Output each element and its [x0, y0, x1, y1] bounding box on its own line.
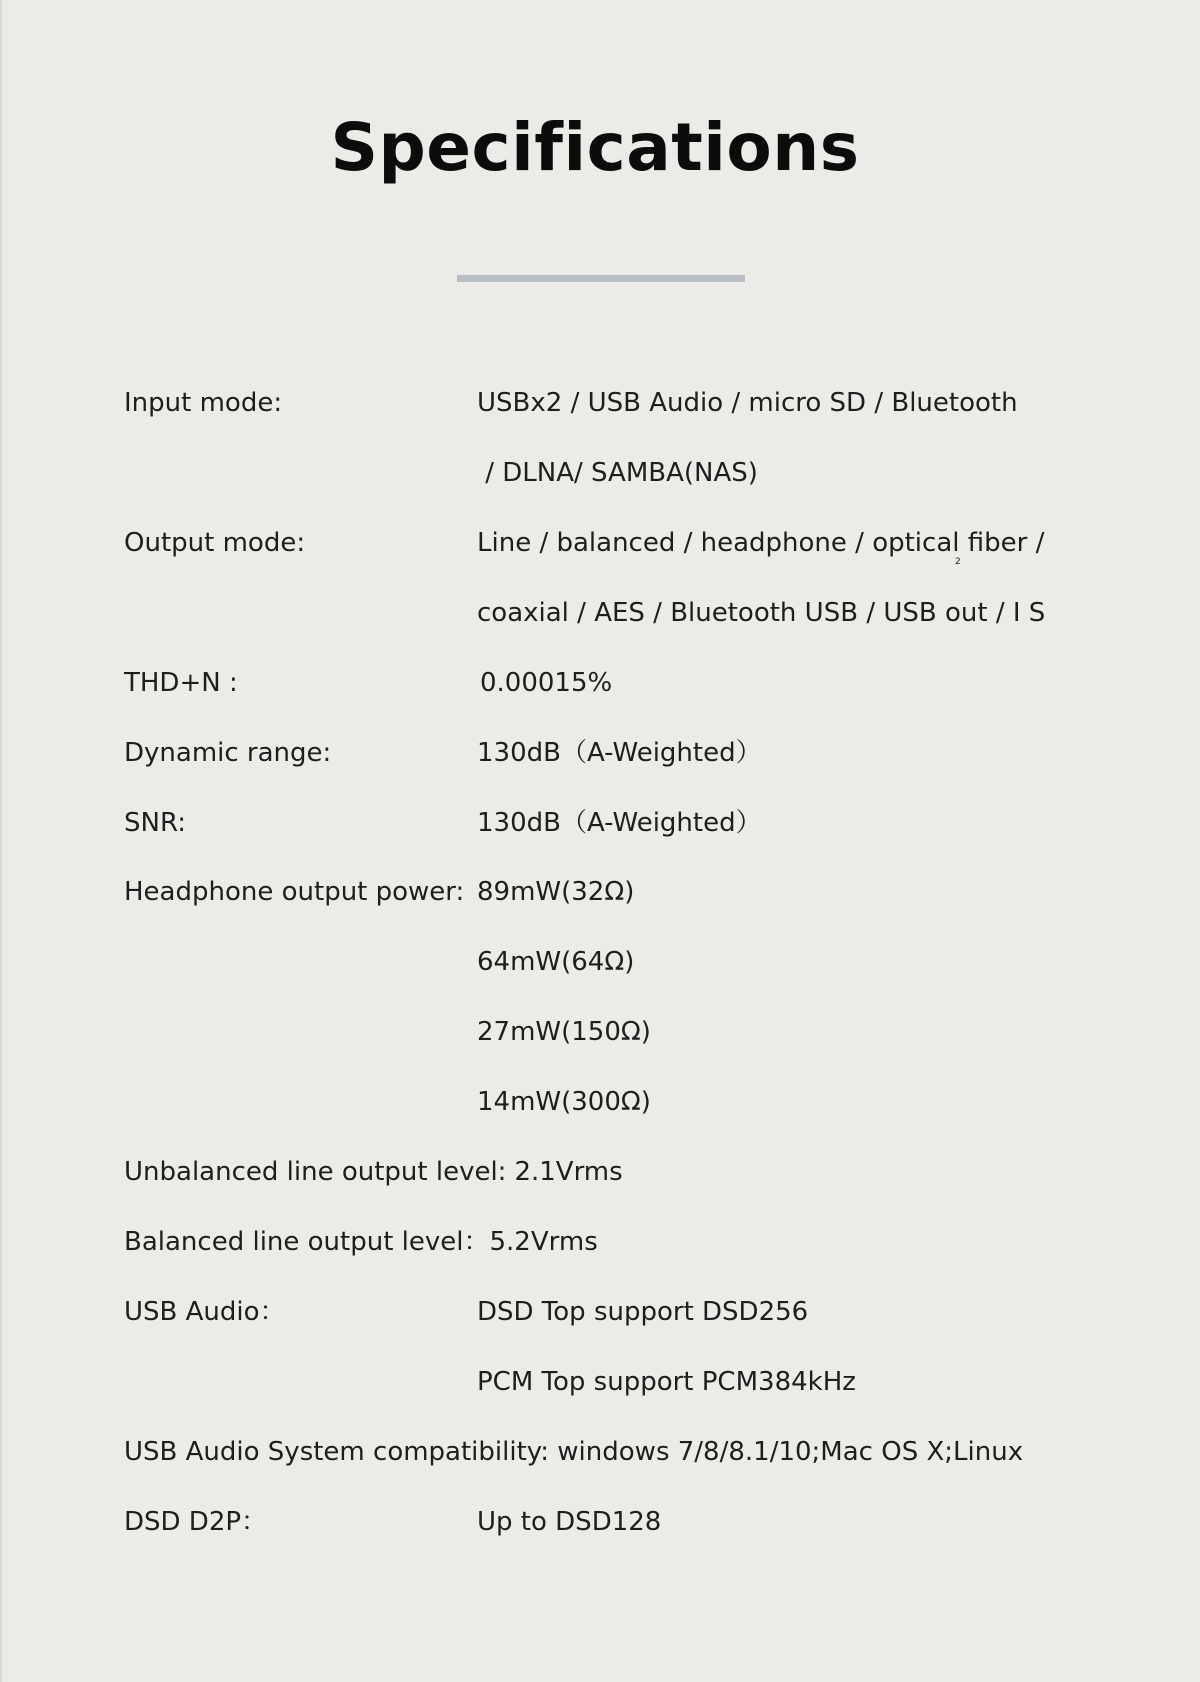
spec-row-usb-audio-cont — [0, 1362, 1200, 1402]
spec-row-headphone-power-300 — [0, 1082, 1200, 1122]
spec-label-text: Balanced line output level： — [124, 1227, 490, 1257]
spec-row-dsd-d2p — [0, 1502, 1200, 1542]
spec-value: Line / balanced / headphone / optical fiber / — [477, 528, 1045, 558]
spec-label: USB Audio： — [124, 1297, 286, 1327]
spec-value: 89mW(32Ω) — [477, 877, 635, 907]
spec-row-output-mode-cont — [0, 593, 1200, 633]
spec-label — [124, 1432, 1023, 1472]
spec-value: DSD Top support DSD256 — [477, 1297, 809, 1327]
spec-label-text: USB Audio System compatibility: — [124, 1437, 550, 1467]
spec-value: windows 7/8/8.1/10;Mac OS X;Linux — [549, 1437, 1024, 1467]
spec-label: Output mode: — [124, 528, 306, 558]
spec-value: PCM Top support PCM384kHz — [477, 1367, 856, 1397]
spec-value: coaxial / AES / Bluetooth USB / USB out / I S — [477, 598, 1046, 628]
spec-label — [124, 1222, 598, 1262]
spec-label: SNR: — [124, 808, 186, 838]
spec-row-headphone-power-150 — [0, 1012, 1200, 1052]
spec-row-unbalanced — [0, 1152, 1200, 1192]
spec-row-output-mode — [0, 523, 1200, 563]
spec-row-balanced — [0, 1222, 1200, 1262]
spec-label-text: Unbalanced line output level: — [124, 1157, 507, 1187]
spec-row-snr — [0, 803, 1200, 843]
title-divider — [457, 275, 745, 282]
spec-value: 64mW(64Ω) — [477, 947, 635, 977]
spec-label — [124, 1152, 623, 1192]
spec-label: Dynamic range: — [124, 738, 332, 768]
spec-value: / DLNA/ SAMBA(NAS) — [477, 458, 758, 488]
spec-row-input-mode-cont — [0, 453, 1200, 493]
spec-value: 130dB（A-Weighted） — [477, 808, 762, 838]
spec-label: THD+N : — [124, 668, 238, 698]
spec-value: Up to DSD128 — [477, 1507, 662, 1537]
spec-row-headphone-power-64 — [0, 942, 1200, 982]
spec-row-headphone-power — [0, 872, 1200, 912]
spec-row-dynamic-range — [0, 733, 1200, 773]
spec-label: Headphone output power: — [124, 877, 465, 907]
spec-label: Input mode: — [124, 388, 283, 418]
spec-row-thd — [0, 663, 1200, 703]
spec-value: 14mW(300Ω) — [477, 1087, 651, 1117]
spec-value: 5.2Vrms — [489, 1227, 598, 1257]
spec-value: USBx2 / USB Audio / micro SD / Bluetooth — [477, 388, 1018, 418]
spec-label: DSD D2P： — [124, 1507, 268, 1537]
superscript-2: 2 — [955, 557, 961, 567]
spec-value: 27mW(150Ω) — [477, 1017, 651, 1047]
spec-row-usb-compat — [0, 1432, 1200, 1472]
page-title: Specifications — [330, 109, 860, 186]
spec-row-usb-audio — [0, 1292, 1200, 1332]
spec-row-input-mode — [0, 383, 1200, 423]
spec-value: 0.00015% — [480, 668, 613, 698]
spec-value: 130dB（A-Weighted） — [477, 738, 762, 768]
spec-value: 2.1Vrms — [514, 1157, 623, 1187]
